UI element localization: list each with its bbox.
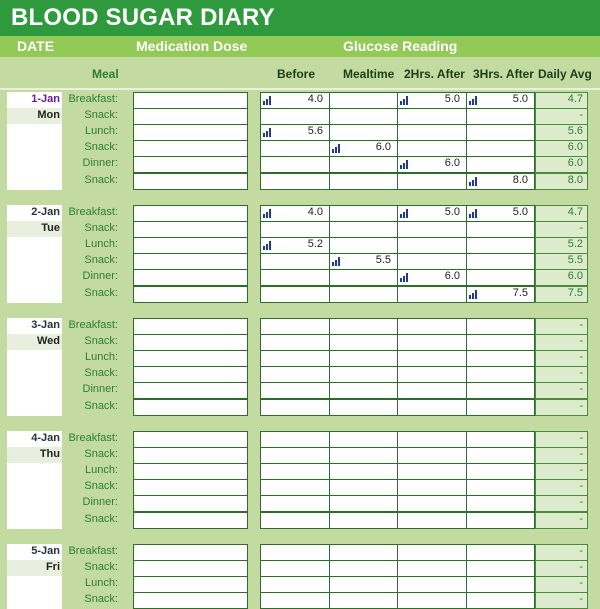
mealtime-reading-value: 5.5 [375,254,391,267]
before-reading-value: 5.6 [307,124,323,137]
medication-dose-input[interactable] [133,140,248,157]
two-hours-after-reading-value: 6.0 [444,157,460,170]
medication-dose-input[interactable] [133,479,248,496]
date-label: 3-Jan [31,318,60,331]
before-reading-input[interactable] [260,221,330,238]
header-divider [0,88,600,90]
two-hours-after-reading-value: 5.0 [444,92,460,105]
daily-average-value: - [579,383,583,396]
page-title: BLOOD SUGAR DIARY [11,4,275,31]
daily-average-value: 6.0 [567,141,583,154]
medication-dose-input[interactable] [133,592,248,609]
date-spacer-cell [7,399,62,416]
medication-dose-input[interactable] [133,431,248,448]
mealtime-reading-input[interactable] [329,269,398,286]
daily-average-value: - [579,431,583,444]
before-reading-input[interactable] [260,576,330,593]
three-hours-after-reading-input[interactable] [466,592,535,609]
meal-label: Snack: [84,286,118,299]
two-hours-after-reading-input[interactable] [397,399,467,416]
three-hours-after-column-header: 3Hrs. After [473,67,534,81]
before-reading-input[interactable] [260,447,330,464]
mealtime-reading-input[interactable] [329,495,398,512]
date-spacer-cell [7,269,62,286]
two-hours-after-reading-input[interactable] [397,124,467,141]
meal-label: Snack: [84,593,118,606]
medication-dose-input[interactable] [133,156,248,173]
mealtime-reading-input[interactable] [329,173,398,190]
two-hours-after-reading-input[interactable] [397,237,467,254]
daily-average-value: - [579,496,583,509]
before-reading-input[interactable] [260,334,330,351]
three-hours-after-reading-input[interactable] [466,366,535,383]
date-spacer-cell [7,286,62,303]
two-hours-after-reading-input[interactable] [397,463,467,480]
mealtime-reading-input[interactable] [329,156,398,173]
meal-label: Snack: [84,334,118,347]
meal-label: Snack: [84,254,118,267]
daily-average-value: - [579,512,583,525]
meal-label: Breakfast: [68,431,118,444]
two-hours-after-reading-input[interactable] [397,350,467,367]
before-reading-value: 4.0 [307,92,323,105]
medication-dose-input[interactable] [133,334,248,351]
medication-dose-input[interactable] [133,124,248,141]
date-spacer-cell [7,237,62,254]
date-spacer-cell [7,463,62,480]
two-hours-after-reading-input[interactable] [397,495,467,512]
meal-label: Snack: [84,399,118,412]
daily-average-value: - [579,447,583,460]
medication-dose-input[interactable] [133,350,248,367]
medication-dose-input[interactable] [133,108,248,125]
mealtime-reading-input[interactable] [329,447,398,464]
three-hours-after-reading-value: 5.0 [512,205,528,218]
three-hours-after-reading-input[interactable] [466,512,535,529]
meal-label: Lunch: [84,350,118,363]
two-hours-after-reading-input[interactable] [397,140,467,157]
three-hours-after-reading-value: 5.0 [512,92,528,105]
mealtime-reading-input[interactable] [329,512,398,529]
two-hours-after-column-header: 2Hrs. After [404,67,465,81]
date-label: 4-Jan [31,431,60,444]
daily-average-value: - [579,593,583,606]
daily-average-value: 6.0 [567,270,583,283]
daily-average-value: 5.2 [567,237,583,250]
medication-dose-input[interactable] [133,447,248,464]
day-label: Fri [45,560,60,573]
before-reading-input[interactable] [260,592,330,609]
two-hours-after-reading-input[interactable] [397,366,467,383]
day-label: Wed [36,334,60,347]
date-spacer-cell [7,479,62,496]
two-hours-after-reading-input[interactable] [397,108,467,125]
daily-average-value: - [579,318,583,331]
before-reading-value: 4.0 [307,205,323,218]
mealtime-reading-input[interactable] [329,108,398,125]
two-hours-after-reading-value: 6.0 [444,270,460,283]
three-hours-after-reading-input[interactable] [466,253,535,270]
three-hours-after-reading-input[interactable] [466,479,535,496]
meal-label: Snack: [84,512,118,525]
medication-dose-input[interactable] [133,463,248,480]
medication-dose-input[interactable] [133,399,248,416]
two-hours-after-reading-input[interactable] [397,431,467,448]
mealtime-reading-value: 6.0 [375,141,391,154]
before-reading-input[interactable] [260,366,330,383]
two-hours-after-reading-input[interactable] [397,479,467,496]
mealtime-reading-input[interactable] [329,592,398,609]
meal-label: Snack: [84,560,118,573]
two-hours-after-reading-value: 5.0 [444,205,460,218]
two-hours-after-reading-input[interactable] [397,512,467,529]
date-spacer-cell [7,366,62,383]
before-reading-input[interactable] [260,463,330,480]
meal-label: Snack: [84,221,118,234]
daily-average-value: - [579,350,583,363]
date-spacer-cell [7,124,62,141]
mealtime-reading-input[interactable] [329,382,398,399]
medication-dose-input[interactable] [133,366,248,383]
day-label: Thu [39,447,60,460]
medication-dose-input[interactable] [133,253,248,270]
date-label: 1-Jan [31,92,60,105]
two-hours-after-reading-input[interactable] [397,592,467,609]
three-hours-after-reading-input[interactable] [466,560,535,577]
medication-dose-input[interactable] [133,512,248,529]
three-hours-after-reading-input[interactable] [466,108,535,125]
before-reading-input[interactable] [260,318,330,335]
meal-label: Snack: [84,108,118,121]
two-hours-after-reading-input[interactable] [397,318,467,335]
before-reading-input[interactable] [260,382,330,399]
medication-dose-input[interactable] [133,221,248,238]
medication-dose-input[interactable] [133,269,248,286]
day-label: Tue [41,221,60,234]
mealtime-reading-input[interactable] [329,221,398,238]
medication-dose-input[interactable] [133,173,248,190]
mealtime-reading-input[interactable] [329,544,398,561]
three-hours-after-reading-input[interactable] [466,269,535,286]
daily-average-value: - [579,480,583,493]
mealtime-reading-input[interactable] [329,576,398,593]
day-label: Mon [37,108,60,121]
meal-label: Dinner: [82,496,118,509]
daily-average-value: - [579,463,583,476]
two-hours-after-reading-input[interactable] [397,253,467,270]
meal-label: Lunch: [84,576,118,589]
mealtime-reading-input[interactable] [329,237,398,254]
date-spacer-cell [7,576,62,593]
two-hours-after-reading-input[interactable] [397,382,467,399]
before-reading-input[interactable] [260,431,330,448]
three-hours-after-reading-input[interactable] [466,495,535,512]
two-hours-after-reading-input[interactable] [397,173,467,190]
before-reading-input[interactable] [260,156,330,173]
before-reading-input[interactable] [260,560,330,577]
meal-label: Breakfast: [68,318,118,331]
medication-dose-input[interactable] [133,495,248,512]
before-reading-input[interactable] [260,479,330,496]
two-hours-after-reading-input[interactable] [397,447,467,464]
mealtime-reading-input[interactable] [329,463,398,480]
mealtime-reading-input[interactable] [329,399,398,416]
three-hours-after-reading-input[interactable] [466,431,535,448]
daily-average-value: - [579,334,583,347]
meal-label: Lunch: [84,237,118,250]
before-reading-input[interactable] [260,399,330,416]
two-hours-after-reading-input[interactable] [397,544,467,561]
meal-label: Snack: [84,447,118,460]
before-reading-input[interactable] [260,253,330,270]
mealtime-reading-input[interactable] [329,286,398,303]
two-hours-after-reading-input[interactable] [397,221,467,238]
daily-average-value: 5.6 [567,124,583,137]
three-hours-after-reading-input[interactable] [466,463,535,480]
meal-label: Breakfast: [68,92,118,105]
meal-label: Dinner: [82,270,118,283]
meal-label: Snack: [84,173,118,186]
mealtime-reading-input[interactable] [329,205,398,222]
three-hours-after-reading-input[interactable] [466,237,535,254]
three-hours-after-reading-value: 8.0 [512,173,528,186]
daily-average-value: - [579,399,583,412]
daily-average-value: 4.7 [567,92,583,105]
three-hours-after-reading-value: 7.5 [512,286,528,299]
three-hours-after-reading-input[interactable] [466,576,535,593]
two-hours-after-reading-input[interactable] [397,334,467,351]
daily-average-value: - [579,221,583,234]
meal-label: Snack: [84,141,118,154]
date-spacer-cell [7,156,62,173]
before-reading-input[interactable] [260,140,330,157]
mealtime-reading-input[interactable] [329,431,398,448]
date-spacer-cell [7,382,62,399]
date-spacer-cell [7,253,62,270]
medication-dose-header: Medication Dose [136,38,248,54]
daily-average-value: 7.5 [567,286,583,299]
before-reading-input[interactable] [260,544,330,561]
daily-average-value: 6.0 [567,157,583,170]
mealtime-column-header: Mealtime [343,67,395,81]
medication-dose-input[interactable] [133,237,248,254]
daily-average-value: 8.0 [567,173,583,186]
subheader-bar [0,36,600,57]
daily-average-value: 5.5 [567,254,583,267]
medication-dose-input[interactable] [133,382,248,399]
three-hours-after-reading-input[interactable] [466,544,535,561]
medication-dose-input[interactable] [133,560,248,577]
meal-label: Dinner: [82,157,118,170]
medication-dose-input[interactable] [133,318,248,335]
three-hours-after-reading-input[interactable] [466,399,535,416]
three-hours-after-reading-input[interactable] [466,318,535,335]
date-header: DATE [17,38,55,54]
before-reading-input[interactable] [260,173,330,190]
date-label: 5-Jan [31,544,60,557]
mealtime-reading-input[interactable] [329,334,398,351]
two-hours-after-reading-input[interactable] [397,286,467,303]
meal-label: Dinner: [82,383,118,396]
before-reading-value: 5.2 [307,237,323,250]
date-label: 2-Jan [31,205,60,218]
before-reading-input[interactable] [260,269,330,286]
three-hours-after-reading-input[interactable] [466,140,535,157]
glucose-reading-header: Glucose Reading [343,38,458,54]
three-hours-after-reading-input[interactable] [466,382,535,399]
meal-label: Breakfast: [68,544,118,557]
mealtime-reading-input[interactable] [329,92,398,109]
date-spacer-cell [7,495,62,512]
meal-label: Lunch: [84,124,118,137]
date-spacer-cell [7,140,62,157]
date-spacer-cell [7,592,62,609]
date-spacer-cell [7,173,62,190]
mealtime-reading-input[interactable] [329,366,398,383]
before-reading-input[interactable] [260,350,330,367]
mealtime-reading-input[interactable] [329,479,398,496]
daily-average-value: - [579,367,583,380]
three-hours-after-reading-input[interactable] [466,334,535,351]
mealtime-reading-input[interactable] [329,124,398,141]
before-reading-input[interactable] [260,108,330,125]
meal-label: Snack: [84,480,118,493]
daily-average-value: - [579,108,583,121]
three-hours-after-reading-input[interactable] [466,221,535,238]
medication-dose-input[interactable] [133,286,248,303]
medication-dose-input[interactable] [133,576,248,593]
medication-dose-input[interactable] [133,92,248,109]
mealtime-reading-input[interactable] [329,350,398,367]
before-column-header: Before [277,67,316,81]
meal-label: Breakfast: [68,205,118,218]
two-hours-after-reading-input[interactable] [397,560,467,577]
medication-dose-input[interactable] [133,544,248,561]
three-hours-after-reading-input[interactable] [466,156,535,173]
meal-column-header: Meal [92,67,119,81]
daily-average-value: - [579,544,583,557]
three-hours-after-reading-input[interactable] [466,124,535,141]
medication-dose-input[interactable] [133,205,248,222]
daily-average-value: 4.7 [567,205,583,218]
three-hours-after-reading-input[interactable] [466,350,535,367]
before-reading-input[interactable] [260,286,330,303]
mealtime-reading-input[interactable] [329,560,398,577]
before-reading-input[interactable] [260,495,330,512]
date-spacer-cell [7,350,62,367]
before-reading-input[interactable] [260,512,330,529]
date-spacer-cell [7,512,62,529]
three-hours-after-reading-input[interactable] [466,447,535,464]
daily-average-value: - [579,576,583,589]
daily-average-value: - [579,560,583,573]
daily-average-column-header: Daily Avg [538,67,592,81]
meal-label: Snack: [84,367,118,380]
meal-label: Lunch: [84,463,118,476]
mealtime-reading-input[interactable] [329,318,398,335]
two-hours-after-reading-input[interactable] [397,576,467,593]
